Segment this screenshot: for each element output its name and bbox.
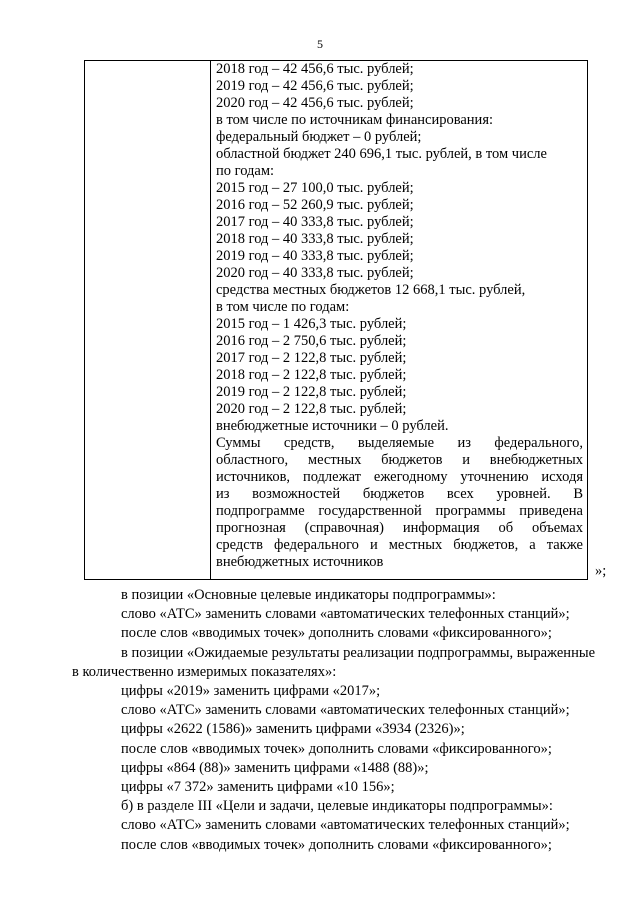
table-line: 2020 год – 42 456,6 тыс. рублей; <box>216 95 414 111</box>
body-line: в позиции «Ожидаемые результаты реализации подпрограммы, выраженные <box>121 644 596 661</box>
table-line: 2016 год – 2 750,6 тыс. рублей; <box>216 333 407 349</box>
table-line: средства местных бюджетов 12 668,1 тыс. рублей, <box>216 282 526 298</box>
table-line: 2017 год – 40 333,8 тыс. рублей; <box>216 214 414 230</box>
body-line: цифры «2622 (1586)» заменить цифрами «3934 (2326)»; <box>121 721 465 738</box>
body-line: после слов «вводимых точек» дополнить словами «фиксированного»; <box>121 625 552 642</box>
table-line: внебюджетные источники – 0 рублей. <box>216 418 449 434</box>
table-line: 2018 год – 2 122,8 тыс. рублей; <box>216 367 407 383</box>
body-line: цифры «864 (88)» заменить цифрами «1488 (88)»; <box>121 759 429 776</box>
table-line: 2015 год – 27 100,0 тыс. рублей; <box>216 180 414 196</box>
table-closing-quote: »; <box>595 563 607 579</box>
table-line: прогнозная (справочная) информация об объемах <box>216 520 583 536</box>
table-line: 2018 год – 42 456,6 тыс. рублей; <box>216 61 414 77</box>
table-line: 2017 год – 2 122,8 тыс. рублей; <box>216 350 407 366</box>
table-line: внебюджетных источников <box>216 554 384 570</box>
table-line: 2016 год – 52 260,9 тыс. рублей; <box>216 197 414 213</box>
table-right-column <box>211 61 587 571</box>
table-line: подпрограмме государственной программы приведена <box>216 503 583 519</box>
table-line: 2020 год – 2 122,8 тыс. рублей; <box>216 401 407 417</box>
body-line: б) в разделе III «Цели и задачи, целевые индикаторы подпрограммы»: <box>121 798 553 815</box>
table-line: 2018 год – 40 333,8 тыс. рублей; <box>216 231 414 247</box>
table-line: Суммы средств, выделяемые из федерального, <box>216 435 583 451</box>
body-line: цифры «7 372» заменить цифрами «10 156»; <box>121 779 395 796</box>
funding-table <box>84 60 588 580</box>
amendment-text <box>0 586 640 855</box>
body-line: после слов «вводимых точек» дополнить словами «фиксированного»; <box>121 836 552 853</box>
table-line: 2019 год – 42 456,6 тыс. рублей; <box>216 78 414 94</box>
body-line: слово «АТС» заменить словами «автоматических телефонных станций»; <box>121 817 570 834</box>
table-line: федеральный бюджет – 0 рублей; <box>216 129 422 145</box>
table-line: в том числе по источникам финансирования: <box>216 112 494 128</box>
body-line: в количественно измеримых показателях»: <box>72 663 337 680</box>
table-line: 2015 год – 1 426,3 тыс. рублей; <box>216 316 407 332</box>
table-line: источников, подлежат ежегодному уточнению исходя <box>216 469 583 485</box>
body-line: цифры «2019» заменить цифрами «2017»; <box>121 683 381 700</box>
body-line: в позиции «Основные целевые индикаторы подпрограммы»: <box>121 587 496 603</box>
table-left-column <box>85 61 211 579</box>
table-line: 2019 год – 40 333,8 тыс. рублей; <box>216 248 414 264</box>
table-line: по годам: <box>216 163 275 179</box>
table-line: из возможностей бюджетов всех уровней. В <box>216 486 583 502</box>
table-line: 2020 год – 40 333,8 тыс. рублей; <box>216 265 414 281</box>
table-line: средств федерального и местных бюджетов, а также <box>216 537 583 553</box>
body-line: после слов «вводимых точек» дополнить словами «фиксированного»; <box>121 740 552 757</box>
table-line: областного, местных бюджетов и внебюджетных <box>216 452 583 468</box>
table-line: 2019 год – 2 122,8 тыс. рублей; <box>216 384 407 400</box>
body-line: слово «АТС» заменить словами «автоматических телефонных станций»; <box>121 702 570 719</box>
body-line: слово «АТС» заменить словами «автоматических телефонных станций»; <box>121 606 570 623</box>
table-line: областной бюджет 240 696,1 тыс. рублей, в том числе <box>216 146 547 162</box>
page-number: 5 <box>317 37 323 51</box>
table-line: в том числе по годам: <box>216 299 350 315</box>
